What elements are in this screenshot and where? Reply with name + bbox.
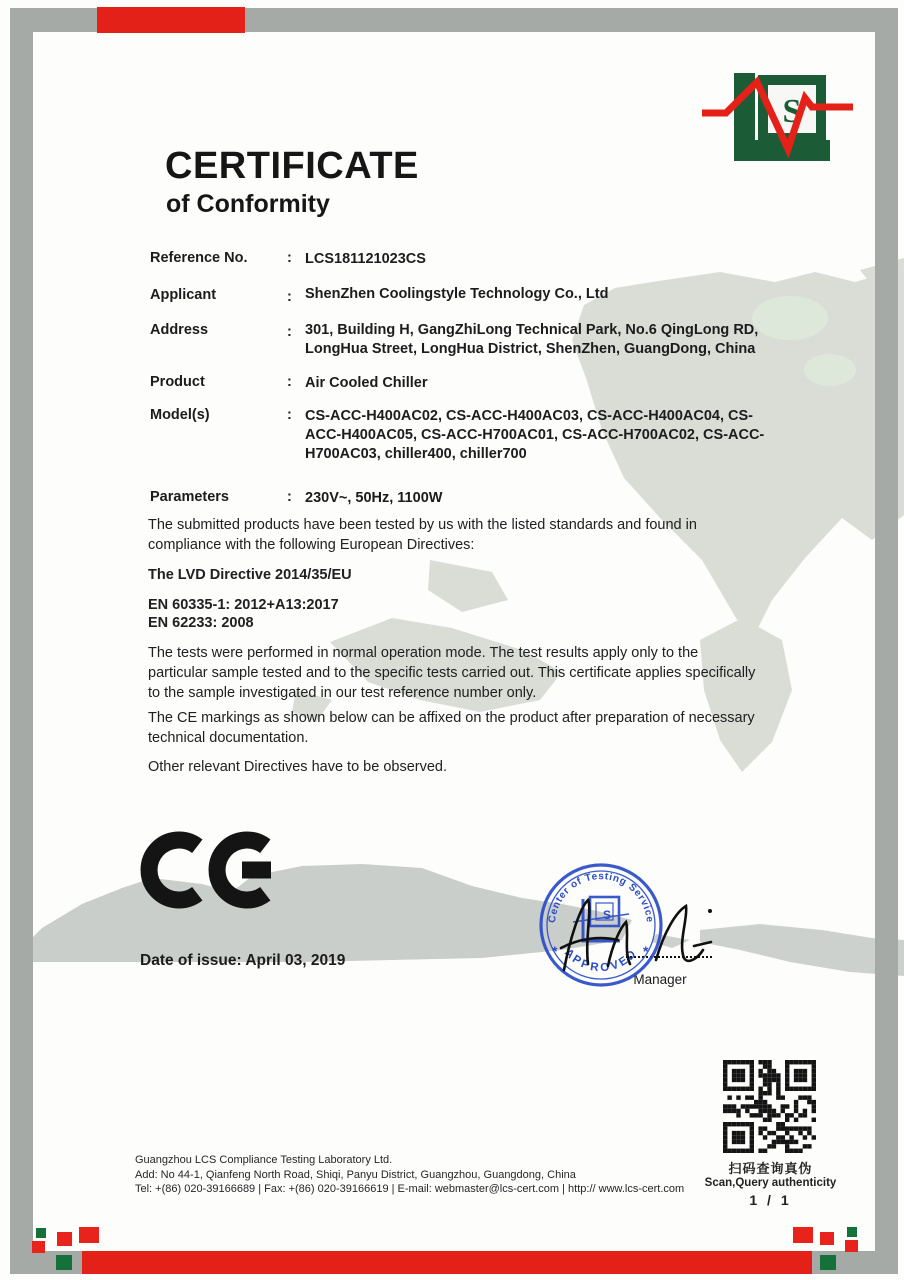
- footer-block: [135, 1153, 695, 1197]
- field-value: Air Cooled Chiller: [305, 375, 428, 391]
- corner-square: [820, 1232, 834, 1245]
- qr-caption-block: [688, 1158, 853, 1208]
- stamp-approved-text: APPROVED: [561, 946, 641, 975]
- corner-square: [847, 1227, 857, 1237]
- ce-mark: [140, 824, 292, 916]
- other-directives-line: Other relevant Directives have to be observed.: [148, 759, 448, 775]
- corner-square: [845, 1240, 858, 1252]
- field-value: CS-ACC-H400AC02, CS-ACC-H400AC03, CS-ACC-H400AC04, CS-ACC-H400AC05, CS-ACC-H700AC01, CS-ACC-H700AC02, CS-ACC-H700AC03, chiller400, chiller700: [305, 408, 765, 462]
- page-indicator: 1 / 1: [749, 1192, 792, 1208]
- tests-paragraph: The tests were performed in normal operation mode. The test results apply only to the particular sample tested and to the specific tests carried out. This certificate applies specifically to the sample investigated in our test reference number only.: [148, 645, 756, 701]
- lcs-logo-icon: [700, 65, 860, 177]
- qr-caption-cn: 扫码查询真伪: [728, 1161, 813, 1176]
- footer-company: Guangzhou LCS Compliance Testing Laboratory Ltd.: [135, 1154, 393, 1166]
- corner-square: [32, 1241, 45, 1253]
- footer-contacts: Tel: +(86) 020-39166689 | Fax: +(86) 020-39166619 | E-mail: webmaster@lcs-cert.com | http:// www.lcs-cert.com: [135, 1183, 685, 1195]
- corner-square: [793, 1227, 813, 1243]
- corner-square: [820, 1255, 836, 1270]
- field-colon: :: [287, 407, 292, 423]
- qr-caption-en: Scan,Query authenticity: [704, 1177, 837, 1189]
- field-label: Parameters: [150, 489, 229, 505]
- frame-right: [875, 8, 898, 1274]
- field-colon: :: [287, 324, 292, 340]
- lvd-directive-line: The LVD Directive 2014/35/EU: [148, 567, 352, 583]
- field-colon: :: [287, 289, 292, 305]
- ce-markings-paragraph: The CE markings as shown below can be affixed on the product after preparation of necessary technical documentation.: [148, 710, 755, 746]
- field-value: 301, Building H, GangZhiLong Technical Park, No.6 QingLong RD, LongHua Street, LongHua District, ShenZhen, GuangDong, China: [305, 322, 759, 357]
- qr-code: [723, 1060, 816, 1153]
- standard-line-1: EN 60335-1: 2012+A13:2017: [148, 597, 339, 613]
- footer-address: Add: No 44-1, Qianfeng North Road, Shiqi, Panyu District, Guangzhou, Guangdong, China: [135, 1168, 576, 1181]
- field-value: LCS181121023CS: [305, 251, 426, 267]
- field-colon: :: [287, 374, 292, 390]
- field-value: 230V~, 50Hz, 1100W: [305, 490, 443, 506]
- corner-square: [57, 1232, 72, 1246]
- intro-paragraph: The submitted products have been tested by us with the listed standards and found in compliance with the following European Directives:: [148, 517, 697, 553]
- stamp-ring-text: Center of Testing Service: [546, 871, 656, 924]
- stamp-star-right: *: [643, 943, 649, 959]
- certificate-title: CERTIFICATE: [165, 145, 419, 187]
- frame-left: [10, 8, 33, 1274]
- certificate-subtitle: of Conformity: [166, 190, 330, 218]
- manager-label: Manager: [633, 972, 687, 987]
- date-of-issue: Date of issue: April 03, 2019: [140, 952, 346, 969]
- stamp-center-letter: S: [602, 908, 612, 922]
- standard-line-2: EN 62233: 2008: [148, 615, 254, 631]
- stamp-star-left: *: [552, 943, 558, 959]
- corner-square: [79, 1227, 99, 1243]
- field-label: Address: [150, 322, 209, 338]
- field-colon: :: [287, 489, 292, 505]
- corner-square: [36, 1228, 46, 1238]
- logo-letter: S: [782, 93, 802, 130]
- field-label: Reference No.: [150, 250, 248, 266]
- frame-top-red-accent: [97, 7, 245, 33]
- field-colon: :: [287, 250, 292, 266]
- corner-square: [56, 1255, 72, 1270]
- field-value: ShenZhen Coolingstyle Technology Co., Ltd: [305, 286, 609, 302]
- field-label: Applicant: [150, 287, 217, 303]
- approval-stamp: [528, 852, 728, 1002]
- frame-bottom-red-accent: [82, 1251, 812, 1274]
- field-label: Model(s): [150, 407, 210, 423]
- field-label: Product: [150, 374, 205, 390]
